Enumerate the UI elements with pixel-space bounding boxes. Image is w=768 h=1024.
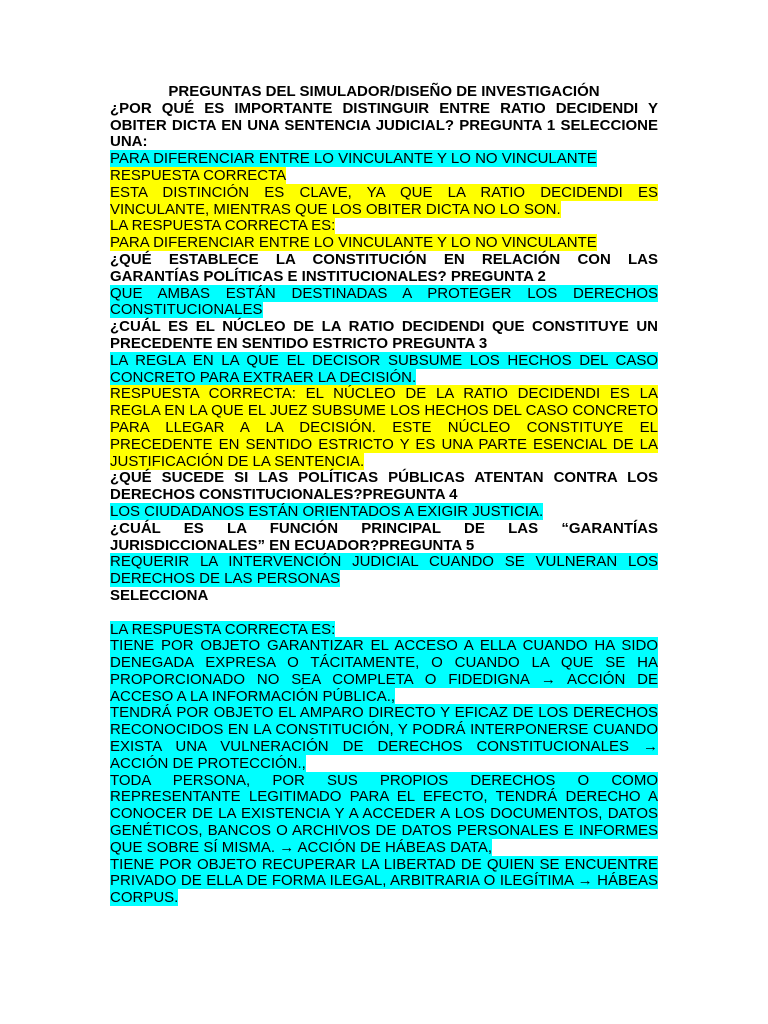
correct-is-label-1-text: LA RESPUESTA CORRECTA ES:	[110, 217, 336, 235]
answer-3-text: LA REGLA EN LA QUE EL DECISOR SUBSUME LOS HECHOS DEL CASO CONCRETO PARA EXTRAER LA DECISIÓN.	[110, 351, 658, 386]
question-4: ¿QUÉ SUCEDE SI LAS POLÍTICAS PÚBLICAS ATENTAN CONTRA LOS DERECHOS CONSTITUCIONALES?PREGUNTA 4	[110, 469, 658, 504]
match-item-2	[110, 705, 658, 772]
answer-2	[110, 286, 658, 320]
question-3: ¿CUÁL ES EL NÚCLEO DE LA RATIO DECIDENDI QUE CONSTITUYE UN PRECEDENTE EN SENTIDO ESTRICTO PREGUNTA 3	[110, 318, 658, 352]
answer-3	[110, 353, 658, 387]
correct-label-1	[110, 168, 658, 185]
correct-is-1-text: PARA DIFERENCIAR ENTRE LO VINCULANTE Y LO NO VINCULANTE	[110, 234, 597, 252]
blank-line	[110, 605, 658, 622]
explanation-1	[110, 185, 658, 219]
answer-1	[110, 151, 658, 168]
explanation-1-text: ESTA DISTINCIÓN ES CLAVE, YA QUE LA RATIO DECIDENDI ES VINCULANTE, MIENTRAS QUE LOS OBITER DICTA NO LO SON.	[110, 183, 658, 218]
question-2: ¿QUÉ ESTABLECE LA CONSTITUCIÓN EN RELACIÓN CON LAS GARANTÍAS POLÍTICAS E INSTITUCIONALES? PREGUNTA 2	[110, 250, 658, 285]
answer-5	[110, 554, 658, 588]
explanation-3	[110, 386, 658, 470]
correct-is-label-6	[110, 622, 658, 639]
match-item-4-text: TIENE POR OBJETO RECUPERAR LA LIBERTAD DE QUIEN SE ENCUENTRE PRIVADO DE ELLA DE FORMA ILEGAL, ARBITRARIA O ILEGÍTIMA → HÁBEAS CORPUS.	[110, 855, 658, 907]
question-5: ¿CUÁL ES LA FUNCIÓN PRINCIPAL DE LAS “GARANTÍAS JURISDICCIONALES” EN ECUADOR?PREGUNTA 5	[110, 519, 658, 554]
correct-is-1	[110, 235, 658, 252]
correct-label-1-text: RESPUESTA CORRECTA	[110, 166, 287, 184]
match-item-1	[110, 638, 658, 705]
match-item-1-text: TIENE POR OBJETO GARANTIZAR EL ACCESO A ELLA CUANDO HA SIDO DENEGADA EXPRESA O TÁCITAMENTE, O CUANDO LA QUE SE HA PROPORCIONADO NO SEA COMPLETA O FIDEDIGNA → ACCIÓN DE ACCESO A LA INFORMACIÓN PÚBLICA.,	[110, 637, 658, 705]
explanation-3-text: RESPUESTA CORRECTA: EL NÚCLEO DE LA RATIO DECIDENDI ES LA REGLA EN LA QUE EL JUEZ SUBSUME LOS HECHOS DEL CASO CONCRETO PARA LLEGAR A LA DECISIÓN. ESTE NÚCLEO CONSTITUYE EL PRECEDENTE EN SENTIDO ESTRICTO Y ES UNA PARTE ESENCIAL DE LA JUSTIFICACIÓN DE LA SENTENCIA.	[110, 385, 658, 470]
correct-is-label-1	[110, 218, 658, 235]
document-page	[110, 84, 658, 907]
question-1: ¿POR QUÉ ES IMPORTANTE DISTINGUIR ENTRE RATIO DECIDENDI Y OBITER DICTA EN UNA SENTENCIA JUDICIAL? PREGUNTA 1 SELECCIONE UNA:	[110, 99, 658, 151]
match-item-2-text: TENDRÁ POR OBJETO EL AMPARO DIRECTO Y EFICAZ DE LOS DERECHOS RECONOCIDOS EN LA CONSTITUCIÓN, Y PODRÁ INTERPONERSE CUANDO EXISTA UNA VULNERACIÓN DE DERECHOS CONSTITUCIONALES → ACCIÓN DE PROTECCIÓN.,	[110, 704, 658, 772]
match-item-4	[110, 857, 658, 907]
correct-is-label-6-text: LA RESPUESTA CORRECTA ES:	[110, 620, 336, 638]
match-item-3-text: TODA PERSONA, POR SUS PROPIOS DERECHOS O COMO REPRESENTANTE LEGITIMADO PARA EL EFECTO, TENDRÁ DERECHO A CONOCER DE LA EXISTENCIA Y A ACCEDER A LOS DOCUMENTOS, DATOS GENÉTICOS, BANCOS O ARCHIVOS DE DATOS PERSONALES E INFORMES QUE SOBRE SÍ MISMA. → ACCIÓN DE HÁBEAS DATA,	[110, 771, 658, 856]
match-item-3	[110, 773, 658, 857]
answer-4	[110, 504, 658, 521]
answer-4-text: LOS CIUDADANOS ESTÁN ORIENTADOS A EXIGIR JUSTICIA.	[110, 502, 544, 520]
selecciona-label: SELECCIONA	[110, 586, 209, 604]
answer-1-text: PARA DIFERENCIAR ENTRE LO VINCULANTE Y LO NO VINCULANTE	[110, 150, 597, 168]
answer-2-text: QUE AMBAS ESTÁN DESTINADAS A PROTEGER LOS DERECHOS CONSTITUCIONALES	[110, 284, 658, 319]
answer-5-text: REQUERIR LA INTERVENCIÓN JUDICIAL CUANDO SE VULNERAN LOS DERECHOS DE LAS PERSONAS	[110, 553, 658, 588]
document-title: PREGUNTAS DEL SIMULADOR/DISEÑO DE INVESTIGACIÓN	[168, 83, 600, 100]
